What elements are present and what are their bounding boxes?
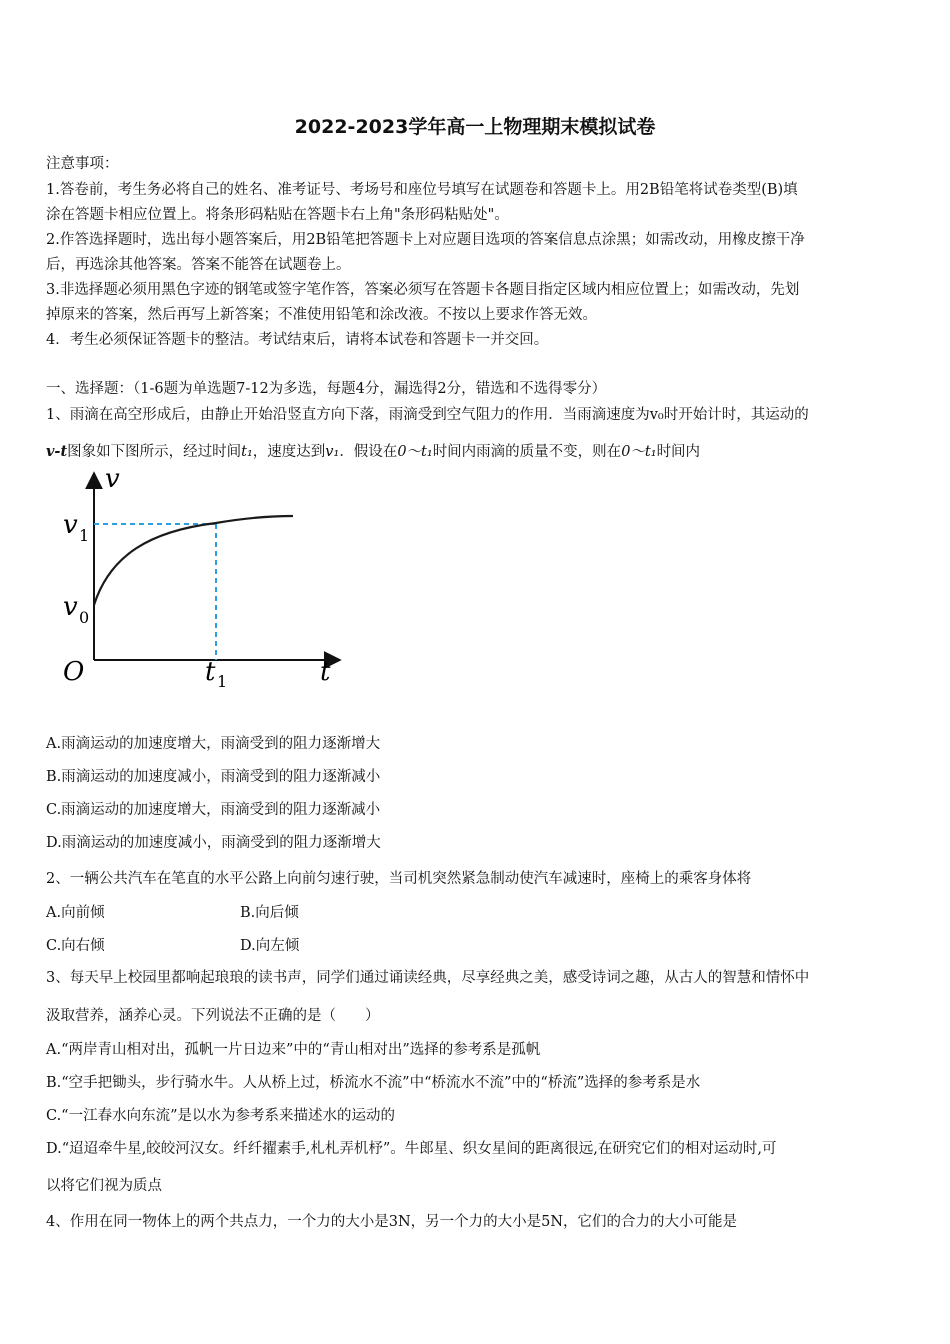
question-1-stem: 1、雨滴在高空形成后，由静止开始沿竖直方向下落，雨滴受到空气阻力的作用．当雨滴速度为v₀时开始计时，其运动的 [46,407,809,423]
interval-term: 0～t₁ [621,444,657,460]
interval-term: 0～t₁ [397,444,433,460]
text-run: ．假设在 [339,444,398,460]
section-heading: 一、选择题：（1-6题为单选题7-12为多选，每题4分，漏选得2分，错选和不选得零分） [46,381,607,397]
notice-line: 4．考生必须保证答题卡的整洁。考试结束后，请将本试卷和答题卡一并交回。 [46,332,549,348]
notice-heading: 注意事项： [46,156,119,172]
t1-label: t [205,657,216,687]
question-3-option-a: A.“两岸青山相对出，孤帆一片日边来”中的“青山相对出”选择的参考系是孤帆 [46,1042,541,1058]
text-run: ，速度达到 [252,444,326,460]
question-1-stem-cont [46,440,700,461]
question-3-option-b: B.“空手把锄头，步行骑水牛。人从桥上过，桥流水不流”中“桥流水不流”中的“桥流”选择的参考系是水 [46,1075,701,1091]
page-title: 2022-2023学年高一上物理期末模拟试卷 [294,116,656,138]
question-3-option-d-cont: 以将它们视为质点 [46,1178,162,1194]
question-4-stem: 4、作用在同一物体上的两个共点力，一个力的大小是3N，另一个力的大小是5N，它们的合力的大小可能是 [46,1214,738,1230]
v1-label: v [63,510,78,540]
notice-line: 涂在答题卡相应位置上。将条形码粘贴在答题卡右上角"条形码粘贴处"。 [46,207,509,223]
question-1-option-d: D.雨滴运动的加速度减小，雨滴受到的阻力逐渐增大 [46,835,381,851]
question-2-option-c: C.向右倾 [46,938,105,954]
vt-graph [55,465,355,695]
notice-line: 1.答卷前，考生务必将自己的姓名、准考证号、考场号和座位号填写在试题卷和答题卡上。用2B铅笔将试卷类型(B)填 [46,182,798,198]
question-2-option-a: A.向前倾 [46,905,105,921]
notice-line: 2.作答选择题时，选出每小题答案后，用2B铅笔把答题卡上对应题目选项的答案信息点涂黑；如需改动，用橡皮擦干净 [46,232,805,248]
vt-term: v-t [46,443,68,460]
question-3-stem-cont: 汲取营养，涵养心灵。下列说法不正确的是（ ） [46,1008,380,1024]
notice-line: 掉原来的答案，然后再写上新答案；不准使用铅笔和涂改液。不按以上要求作答无效。 [46,307,597,323]
v0-subscript: 0 [79,608,90,627]
question-3-option-d: D.“迢迢牵牛星,皎皎河汉女。纤纤擢素手,札札弄机杼”。牛郎星、织女星间的距离很远,在研究它们的相对运动时,可 [46,1141,777,1157]
origin-label: O [63,657,85,687]
y-axis-label: v [105,465,120,494]
text-run: 时间内雨滴的质量不变，则在 [432,444,622,460]
t1-term: t₁ [241,444,253,460]
v1-term: v₁ [325,444,340,460]
text-run: 图象如下图所示，经过时间 [67,444,242,460]
v0-label: v [63,592,78,622]
question-2-stem: 2、一辆公共汽车在笔直的水平公路上向前匀速行驶，当司机突然紧急制动使汽车减速时，座椅上的乘客身体将 [46,871,752,887]
text-run: 时间内 [656,444,701,460]
velocity-curve [94,516,293,605]
question-2-option-d: D.向左倾 [240,938,300,954]
question-1-option-c: C.雨滴运动的加速度增大，雨滴受到的阻力逐渐减小 [46,802,381,818]
x-axis-label: t [320,657,331,687]
v1-subscript: 1 [79,526,90,545]
t1-subscript: 1 [217,672,228,691]
question-1-option-b: B.雨滴运动的加速度减小，雨滴受到的阻力逐渐减小 [46,769,381,785]
notice-line: 3.非选择题必须用黑色字迹的钢笔或签字笔作答，答案必须写在答题卡各题目指定区域内相应位置上；如需改动，先划 [46,282,800,298]
question-1-option-a: A.雨滴运动的加速度增大，雨滴受到的阻力逐渐增大 [46,736,381,752]
question-3-stem: 3、每天早上校园里都响起琅琅的读书声，同学们通过诵读经典，尽享经典之美，感受诗词之趣，从古人的智慧和情怀中 [46,970,810,986]
question-3-option-c: C.“一江春水向东流”是以水为参考系来描述水的运动的 [46,1108,396,1124]
notice-line: 后，再选涂其他答案。答案不能答在试题卷上。 [46,257,351,273]
question-2-option-b: B.向后倾 [240,905,299,921]
